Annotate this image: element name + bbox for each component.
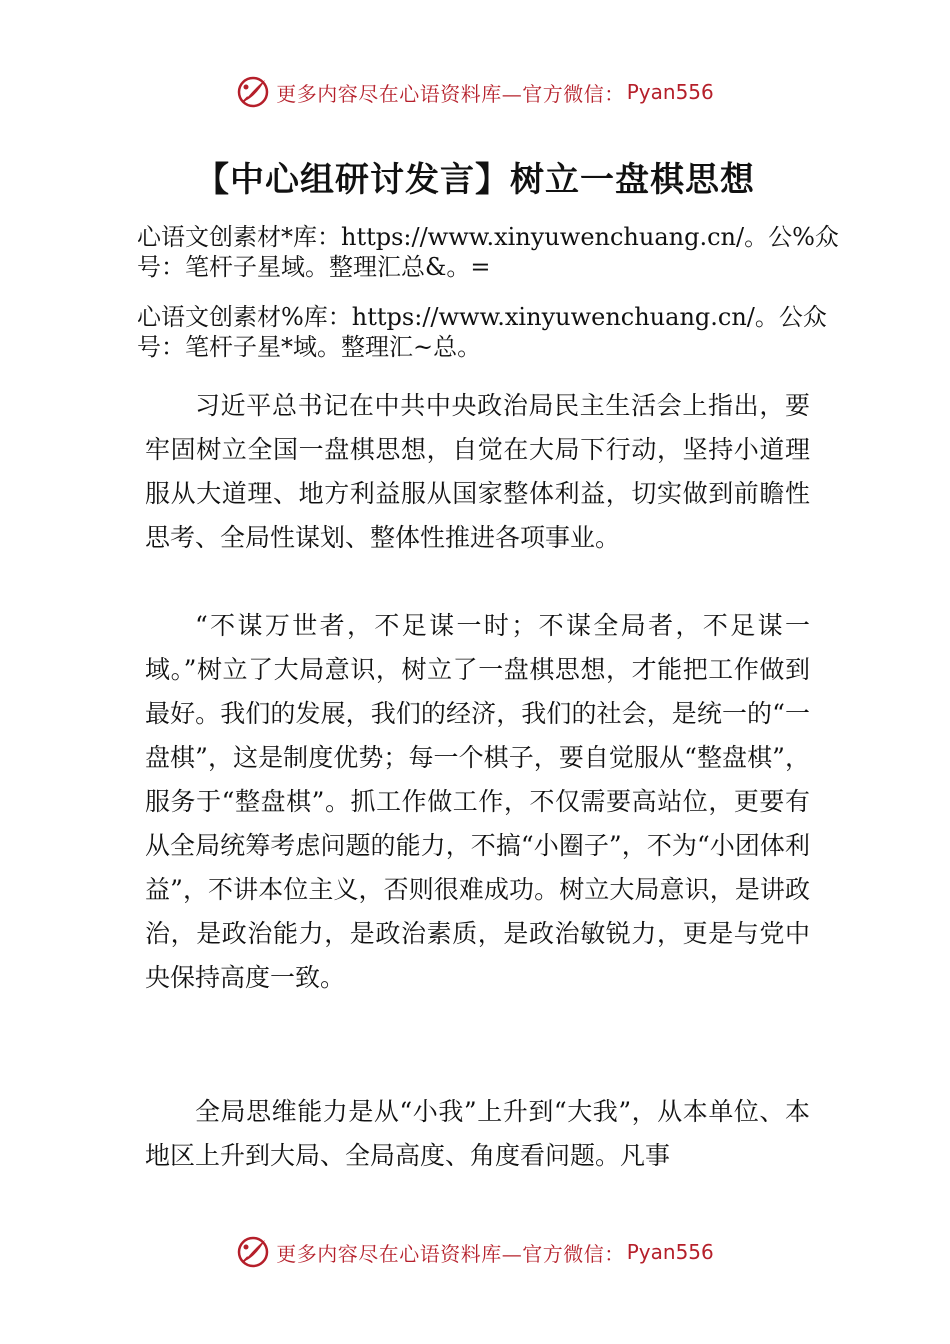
quill-seal-icon bbox=[236, 75, 270, 109]
watermark-wechat-id: Pyan556 bbox=[626, 80, 714, 104]
body-paragraph: 全局思维能力是从“小我”上升到“大我”，从本单位、本地区上升到大局、全局高度、角度看问题。凡事 bbox=[145, 1097, 810, 1170]
body-paragraph: 习近平总书记在中共中央政治局民主生活会上指出，要牢固树立全国一盘棋思想，自觉在大局下行动，坚持小道理服从大道理、地方利益服从国家整体利益，切实做到前瞻性思考、全局性谋划、整体性推进各项事业。 bbox=[145, 391, 810, 552]
watermark-wechat-id: Pyan556 bbox=[626, 1240, 714, 1264]
watermark-text: 更多内容尽在心语资料库—官方微信： bbox=[276, 1241, 625, 1266]
source-line: 心语文创素材*库：https://www.xinyuwenchuang.cn/。公%众号：笔杆子星域。整理汇总&。= bbox=[137, 223, 839, 281]
document-title: 【中心组研讨发言】树立一盘棋思想 bbox=[195, 160, 755, 200]
body-paragraph: “不谋万世者，不足谋一时；不谋全局者，不足谋一域。”树立了大局意识，树立了一盘棋思想，才能把工作做到最好。我们的发展，我们的经济，我们的社会，是统一的“一盘棋”，这是制度优势；每一个棋子，要自觉服从“整盘棋”，服务于“整盘棋”。抓工作做工作，不仅需要高站位，更要有从全局统筹考虑问题的能力，不搞“小圈子”，不为“小团体利益”，不讲本位主义，否则很难成功。树立大局意识，是讲政治，是政治能力，是政治素质，是政治敏锐力，更是与党中央保持高度一致。 bbox=[145, 611, 810, 992]
source-line: 心语文创素材%库：https://www.xinyuwenchuang.cn/。公众号：笔杆子星*域。整理汇~总。 bbox=[137, 303, 827, 361]
header-watermark bbox=[0, 72, 950, 112]
footer-watermark bbox=[0, 1232, 950, 1272]
quill-seal-icon bbox=[236, 1235, 270, 1269]
watermark-text: 更多内容尽在心语资料库—官方微信： bbox=[276, 81, 625, 106]
